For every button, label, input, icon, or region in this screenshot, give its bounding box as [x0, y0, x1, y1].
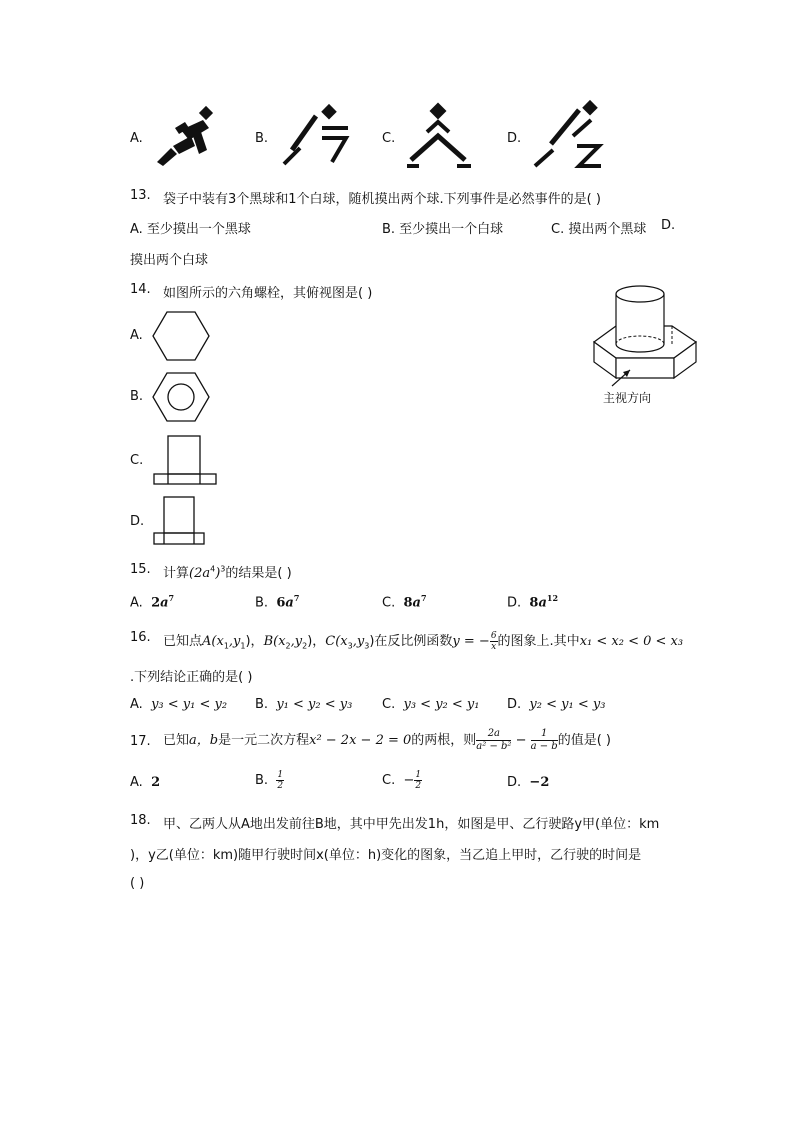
q16-option-d: D. y₂ < y₁ < y₃: [507, 697, 606, 712]
q13-stem: 袋子中装有3个黑球和1个白球，随机摸出两个球.下列事件是必然事件的是( ): [163, 192, 601, 207]
q15-option-c: C. $8a^7$: [382, 593, 427, 611]
q14-stem: 如图所示的六角螺栓，其俯视图是( ): [163, 286, 373, 301]
hex-bolt-3d-figure-icon: [588, 282, 704, 386]
q17-stem: 已知a，b是一元二次方程x² − 2x − 2 = 0的两根，则 $\frac{2a}{\text{a² − b²}}$ − $\frac{1}{a - b}$ 的值是( ): [163, 728, 611, 752]
q15-option-d: D. $8a^{12}$: [507, 593, 559, 611]
q18-line2: )，y乙(单位：km)随甲行驶时间x(单位：h)变化的图象，当乙追上甲时，乙行驶的时间是: [130, 848, 642, 863]
q17-option-d: D. −2: [507, 775, 550, 790]
q14-number: 14.: [130, 282, 151, 297]
q16-stem-line2: .下列结论正确的是( ): [130, 670, 253, 685]
q18-line3: ( ): [130, 876, 145, 891]
q13-number: 13.: [130, 188, 151, 203]
q16-option-a: A. y₃ < y₁ < y₂: [130, 697, 228, 712]
q14-option-b-label: B.: [130, 389, 144, 404]
q13-option-d-text: 摸出两个白球: [130, 253, 209, 268]
q13-option-d-label: D.: [661, 218, 676, 233]
q15-option-b: B. $6a^7$: [255, 593, 300, 611]
q12-option-a-label: A.: [130, 131, 143, 146]
q15-number: 15.: [130, 562, 151, 577]
q18-number: 18.: [130, 813, 151, 828]
skater-figure-c-icon: [405, 102, 473, 170]
q12-option-b-label: B.: [255, 131, 269, 146]
q14-figure-caption: 主视方向: [603, 391, 652, 405]
bolt-front-view-c-icon: [152, 434, 218, 486]
q14-option-c-label: C.: [130, 453, 144, 468]
q16-option-b: B. y₁ < y₂ < y₃: [255, 697, 353, 712]
skater-figure-d-icon: [533, 100, 605, 170]
q16-stem: 已知点$A(x_1,y_1)$，$B(x_2,y_2)$，$C(x_3,y_3)$在反比例函数y = − $\frac{6}{x}$ 的图象上.其中x₁ < x₂ < 0 < x₃: [163, 631, 684, 652]
skater-figure-b-icon: [282, 104, 354, 168]
bolt-front-view-d-icon: [152, 495, 208, 547]
q14-option-a-label: A.: [130, 328, 143, 343]
q16-option-c: C. y₃ < y₂ < y₁: [382, 697, 480, 712]
q17-option-c: C. − $\frac{1}{2}$: [382, 770, 422, 791]
q17-option-b: B. $\frac{1}{2}$: [255, 770, 284, 791]
q17-number: 17.: [130, 734, 151, 749]
q15-option-a: A. $2a^7$: [130, 593, 175, 611]
q16-number: 16.: [130, 630, 151, 645]
q13-option-c: C. 摸出两个黑球: [551, 222, 647, 237]
skater-figure-a-icon: [155, 106, 217, 168]
q13-option-b: B. 至少摸出一个白球: [382, 222, 504, 237]
hexagon-with-circle-icon: [152, 371, 212, 423]
q14-option-d-label: D.: [130, 514, 145, 529]
q18-line1: 甲、乙两人从A地出发前往B地，其中甲先出发1h，如图是甲、乙行驶路y甲(单位：km: [163, 817, 660, 832]
q13-option-a: A. 至少摸出一个黑球: [130, 222, 251, 237]
q15-stem: 计算$(2a^4)^3$的结果是( ): [163, 564, 292, 581]
q12-option-c-label: C.: [382, 131, 396, 146]
q12-option-d-label: D.: [507, 131, 522, 146]
hexagon-icon: [152, 310, 212, 362]
q17-option-a: A. 2: [130, 775, 161, 790]
